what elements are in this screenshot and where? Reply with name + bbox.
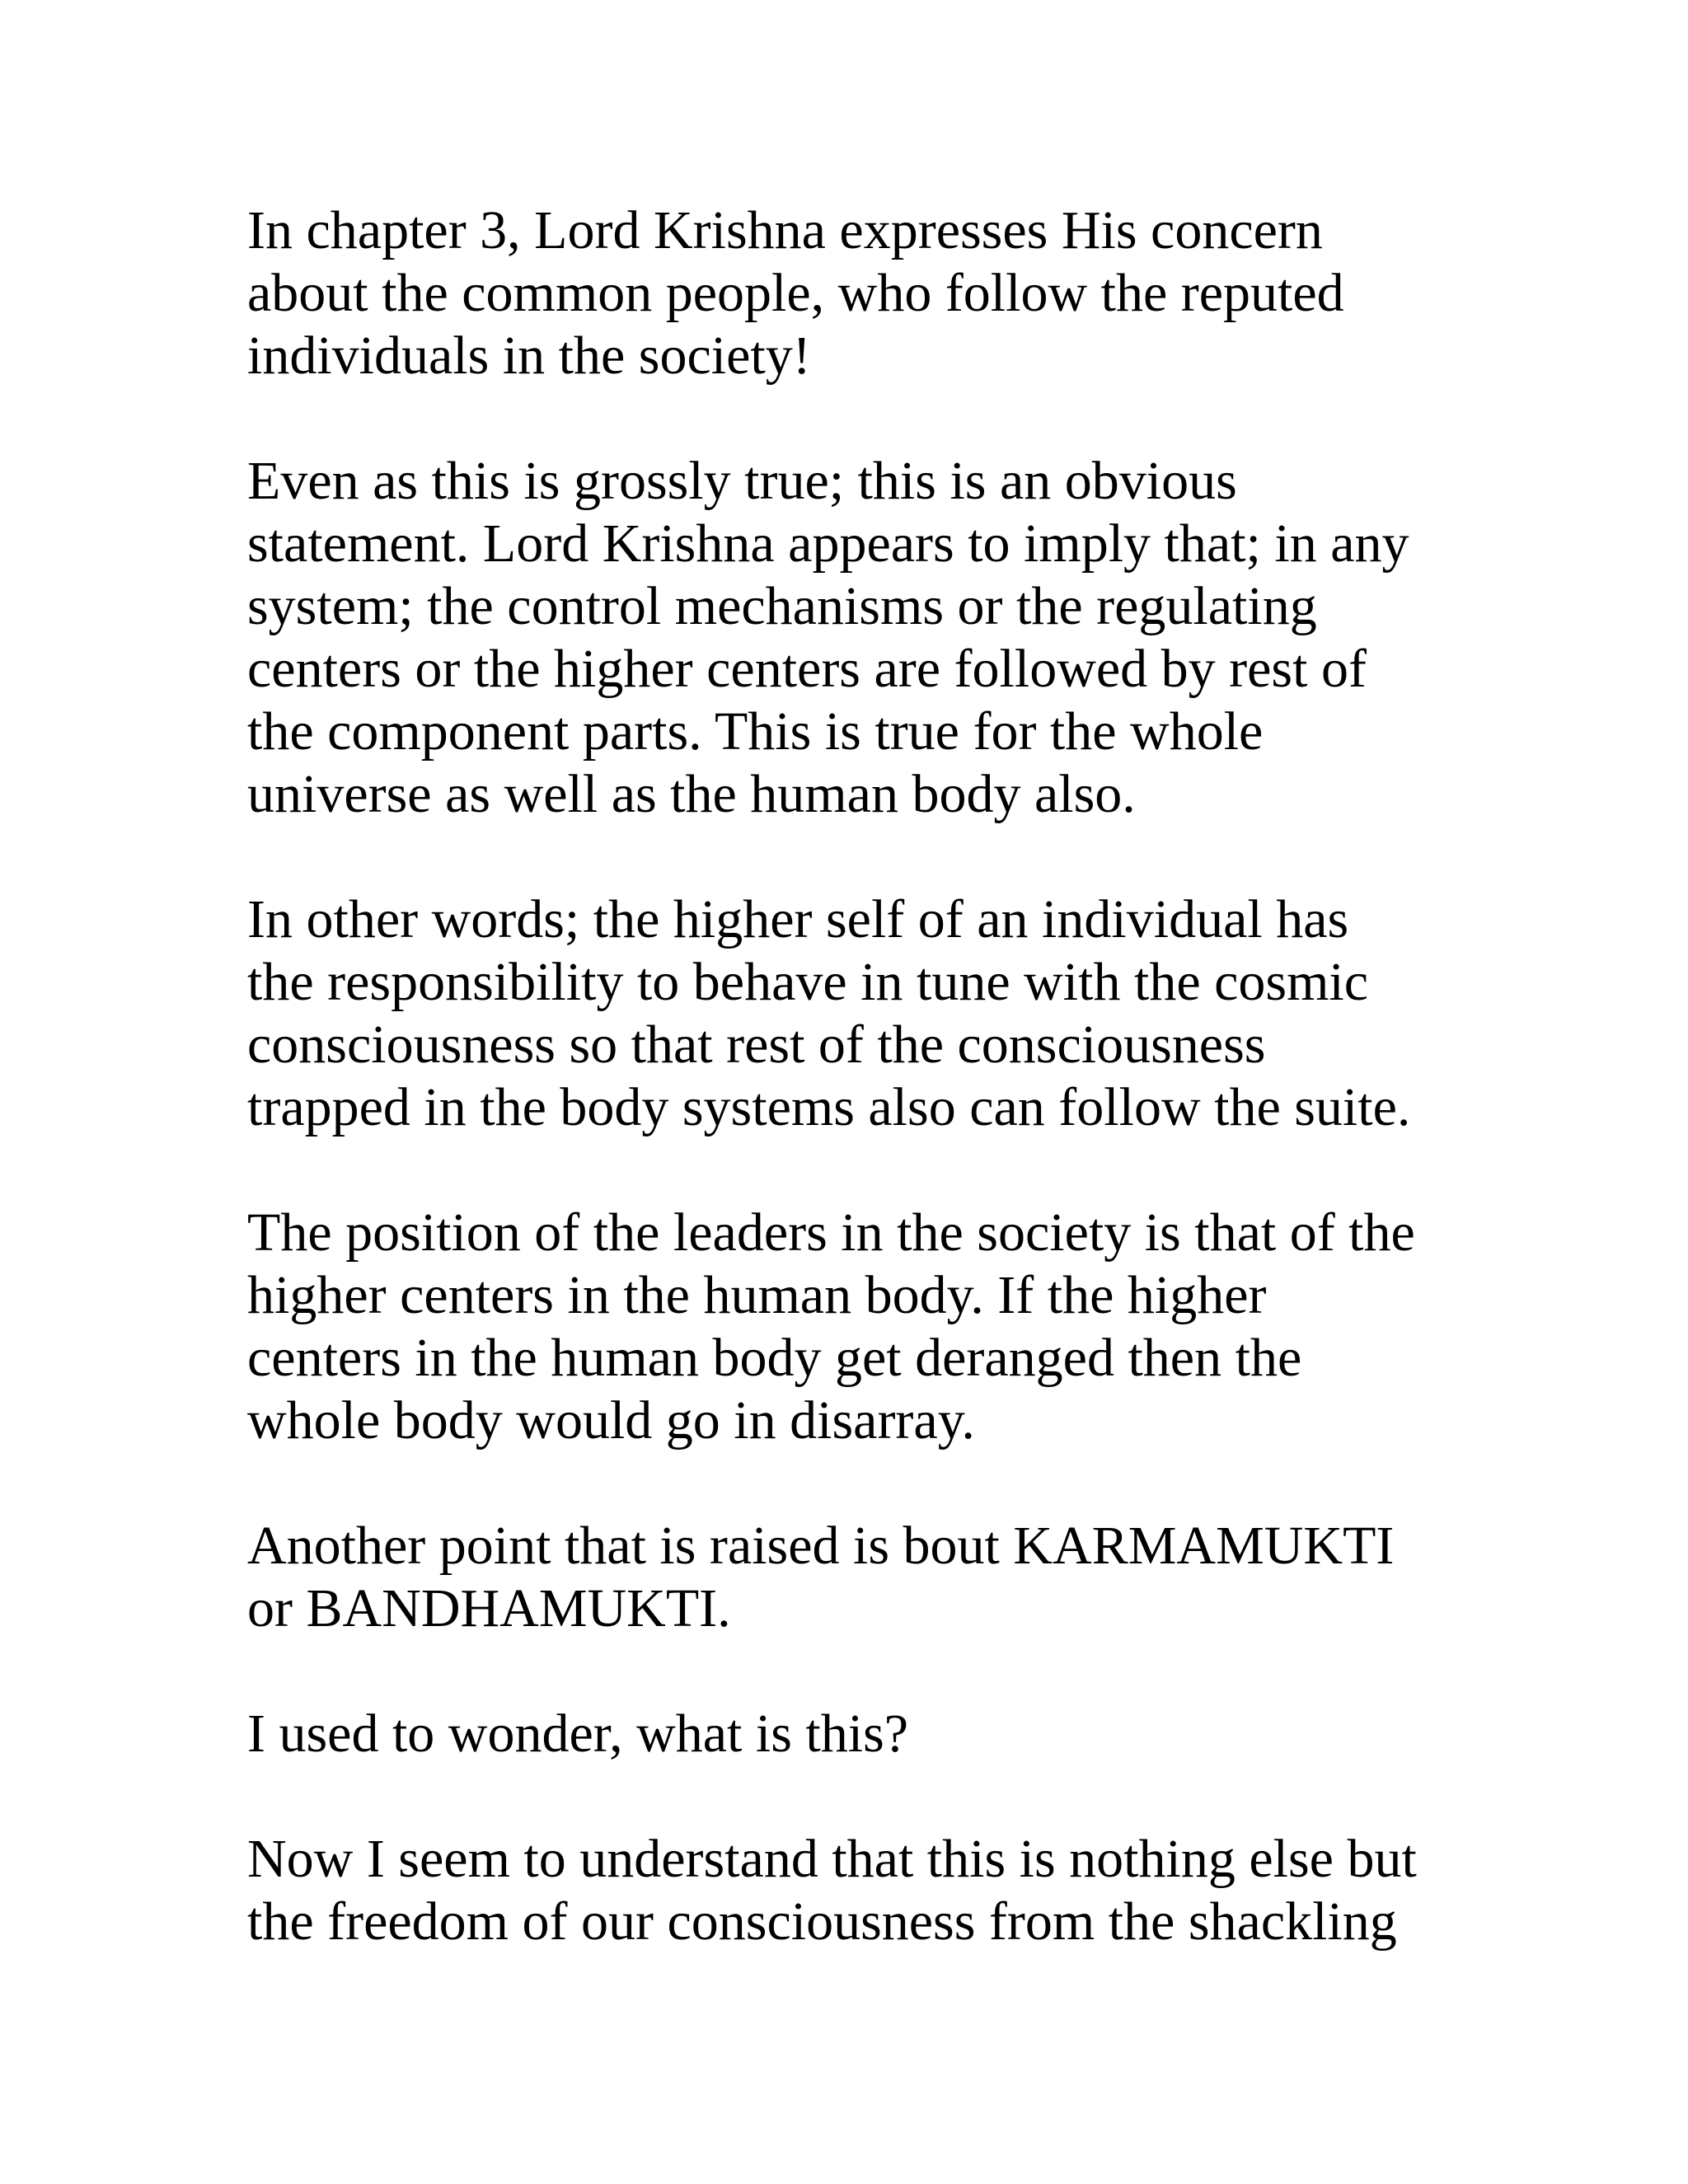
text-line: individuals in the society! xyxy=(247,326,811,386)
text-line: whole body would go in disarray. xyxy=(247,1390,975,1451)
paragraph-6 xyxy=(247,1703,1451,1765)
text-line: statement. Lord Krishna appears to imply that; in any xyxy=(247,513,1409,574)
text-line: Another point that is raised is bout KARMAMUKTI xyxy=(247,1516,1395,1576)
paragraph-2 xyxy=(247,450,1451,826)
paragraph-3 xyxy=(247,888,1451,1139)
text-line: In other words; the higher self of an individual has xyxy=(247,889,1349,949)
text-line: higher centers in the human body. If the higher xyxy=(247,1265,1267,1325)
text-line: the responsibility to behave in tune with the cosmic xyxy=(247,952,1369,1012)
text-line: I used to wonder, what is this? xyxy=(247,1704,909,1764)
document-body xyxy=(247,199,1451,2016)
paragraph-5 xyxy=(247,1515,1451,1640)
text-line: the freedom of our consciousness from the shackling xyxy=(247,1891,1397,1952)
text-line: Now I seem to understand that this is nothing else but xyxy=(247,1829,1417,1889)
text-line: system; the control mechanisms or the regulating xyxy=(247,576,1317,636)
text-line: the component parts. This is true for the whole xyxy=(247,701,1264,762)
text-line: The position of the leaders in the society is that of the xyxy=(247,1202,1415,1263)
text-line: In chapter 3, Lord Krishna expresses His concern xyxy=(247,200,1323,260)
text-line: Even as this is grossly true; this is an obvious xyxy=(247,451,1237,511)
text-line: consciousness so that rest of the consciousness xyxy=(247,1015,1266,1075)
text-line: or BANDHAMUKTI. xyxy=(247,1578,731,1638)
text-line: trapped in the body systems also can follow the suite. xyxy=(247,1077,1411,1137)
text-line: centers or the higher centers are followed by rest of xyxy=(247,639,1367,699)
text-line: universe as well as the human body also. xyxy=(247,764,1136,824)
paragraph-1 xyxy=(247,199,1451,387)
text-line: about the common people, who follow the reputed xyxy=(247,263,1344,323)
paragraph-7 xyxy=(247,1828,1451,1953)
paragraph-4 xyxy=(247,1202,1451,1452)
text-line: centers in the human body get deranged then the xyxy=(247,1328,1302,1388)
